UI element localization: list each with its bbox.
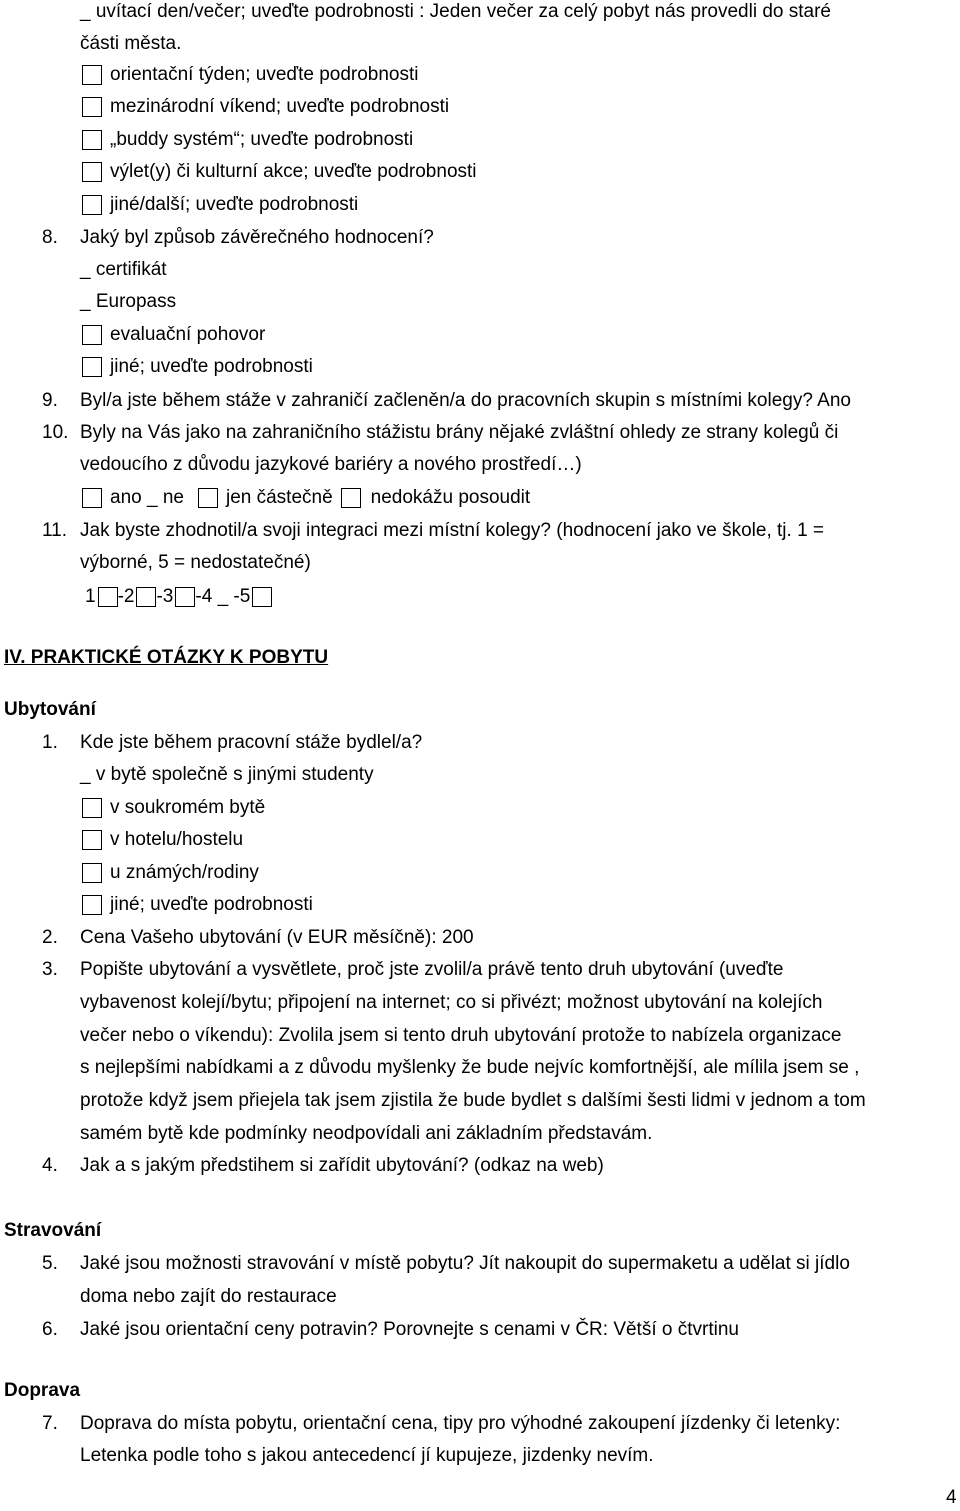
option-buddy-system[interactable] bbox=[82, 128, 413, 152]
question-text: Cena Vašeho ubytování (v EUR měsíčně): 200 bbox=[80, 927, 474, 948]
question-text: Jaký byl způsob závěrečného hodnocení? bbox=[80, 227, 434, 248]
checkbox[interactable] bbox=[82, 162, 102, 182]
heading-meals: Stravování bbox=[4, 1220, 102, 1241]
meals-5-line-2: doma nebo zajít do restaurace bbox=[80, 1286, 337, 1307]
section-title: IV. PRAKTICKÉ OTÁZKY K POBYTU bbox=[4, 647, 329, 668]
answer-partially-label: jen částečně bbox=[225, 487, 333, 508]
q8-option-certificate: _ certifikát bbox=[80, 259, 167, 280]
checkbox[interactable] bbox=[82, 195, 102, 215]
q8-option-europass: _ Europass bbox=[80, 291, 177, 312]
question-number: 5. bbox=[42, 1253, 58, 1274]
question-number: 1. bbox=[42, 732, 58, 753]
question-number: 2. bbox=[42, 927, 58, 948]
rating-checkbox-3[interactable] bbox=[175, 587, 195, 607]
question-number: 10. bbox=[42, 422, 69, 443]
question-9 bbox=[42, 389, 851, 413]
q8-option-evaluation-interview[interactable] bbox=[82, 323, 265, 347]
option-label: „buddy systém“; uveďte podrobnosti bbox=[110, 129, 414, 150]
heading-accommodation: Ubytování bbox=[4, 699, 96, 720]
question-text: Doprava do místa pobytu, orientační cena, tipy pro výhodné zakoupení jízdenky či letenky: bbox=[80, 1413, 841, 1434]
question-text: Jaké jsou možnosti stravování v místě pobytu? Jít nakoupit do supermaketu a udělat si jídlo bbox=[80, 1253, 850, 1274]
checkbox[interactable] bbox=[82, 325, 102, 345]
checkbox[interactable] bbox=[82, 895, 102, 915]
question-acc-2 bbox=[42, 926, 474, 950]
checkbox[interactable] bbox=[82, 357, 102, 377]
question-text: Jak byste zhodnotil/a svoji integraci mezi místní kolegy? (hodnocení jako ve škole, tj. 1 = bbox=[80, 520, 825, 541]
option-label: výlet(y) či kulturní akce; uveďte podrobnosti bbox=[110, 161, 477, 182]
page-number: 4 bbox=[946, 1487, 957, 1508]
option-label: jiné; uveďte podrobnosti bbox=[110, 894, 313, 915]
option-label: v soukromém bytě bbox=[110, 797, 266, 818]
rating-checkbox-5[interactable] bbox=[252, 587, 272, 607]
answer-cannot-judge-label: nedokážu posoudit bbox=[370, 487, 531, 508]
question-text: Kde jste během pracovní stáže bydlel/a? bbox=[80, 732, 423, 753]
checkbox[interactable] bbox=[82, 97, 102, 117]
rating-label-2: -2 bbox=[117, 586, 135, 607]
option-label: v hotelu/hostelu bbox=[110, 829, 244, 850]
question-11-continued: výborné, 5 = nedostatečné) bbox=[80, 552, 311, 573]
question-number: 4. bbox=[42, 1155, 58, 1176]
question-acc-4 bbox=[42, 1154, 604, 1178]
question-transport-7 bbox=[42, 1412, 840, 1436]
question-10 bbox=[42, 421, 838, 445]
question-meals-5 bbox=[42, 1252, 850, 1276]
acc-3-line-2: vybavenost kolejí/bytu; připojení na internet; co si přivézt; možnost ubytování na kolejích bbox=[80, 992, 823, 1013]
option-label: jiné; uveďte podrobnosti bbox=[110, 356, 313, 377]
checkbox[interactable] bbox=[82, 830, 102, 850]
transport-7-line-2: Letenka podle toho s jakou antecedencí jí kupujeze, jizdenky nevím. bbox=[80, 1445, 654, 1466]
rating-label-1: 1 bbox=[85, 586, 96, 607]
option-international-weekend[interactable] bbox=[82, 95, 449, 119]
heading-transport: Doprava bbox=[4, 1380, 81, 1401]
question-10-continued: vedoucího z důvodu jazykové bariéry a nového prostředí…) bbox=[80, 454, 582, 475]
question-number: 6. bbox=[42, 1319, 58, 1340]
checkbox[interactable] bbox=[82, 65, 102, 85]
question-acc-3 bbox=[42, 958, 783, 982]
question-8 bbox=[42, 226, 434, 250]
question-text: Byl/a jste během stáže v zahraničí začleněn/a do pracovních skupin s místními kolegy? Ano bbox=[80, 390, 851, 411]
acc-option-private-flat[interactable] bbox=[82, 796, 265, 820]
intro-line-1: _ uvítací den/večer; uveďte podrobnosti : Jeden večer za celý pobyt nás provedli do staré bbox=[80, 1, 832, 22]
intro-line-2: části města. bbox=[80, 33, 182, 54]
question-number: 3. bbox=[42, 959, 58, 980]
checkbox-partially[interactable] bbox=[198, 488, 218, 508]
acc-option-other[interactable] bbox=[82, 893, 313, 917]
question-11 bbox=[42, 519, 824, 543]
question-number: 9. bbox=[42, 390, 58, 411]
acc-3-line-4: s nejlepšími nabídkami a z důvodu myšlenky že bude nejvíc komfortnější, ale mílila jsem se , bbox=[80, 1057, 860, 1078]
question-number: 8. bbox=[42, 227, 58, 248]
rating-label-4-5: -4 _ -5 bbox=[195, 586, 251, 607]
checkbox[interactable] bbox=[82, 130, 102, 150]
question-text: Popište ubytování a vysvětlete, proč jste zvolil/a právě tento druh ubytování (uveďte bbox=[80, 959, 784, 980]
acc-option-hotel[interactable] bbox=[82, 828, 243, 852]
option-label: jiné/další; uveďte podrobnosti bbox=[110, 194, 359, 215]
question-acc-1 bbox=[42, 731, 422, 755]
option-label: evaluační pohovor bbox=[110, 324, 266, 345]
rating-checkbox-2[interactable] bbox=[136, 587, 156, 607]
checkbox-cannot-judge[interactable] bbox=[341, 488, 361, 508]
acc-option-shared-flat: _ v bytě společně s jinými studenty bbox=[80, 764, 374, 785]
checkbox[interactable] bbox=[82, 863, 102, 883]
rating-label-3: -3 bbox=[156, 586, 174, 607]
answer-yes-no-label: ano _ ne bbox=[110, 487, 184, 508]
option-label: mezinárodní víkend; uveďte podrobnosti bbox=[110, 96, 450, 117]
question-text: Byly na Vás jako na zahraničního stážistu brány nějaké zvláštní ohledy ze strany kolegů či bbox=[80, 422, 839, 443]
option-label: u známých/rodiny bbox=[110, 862, 259, 883]
rating-checkbox-1[interactable] bbox=[98, 587, 118, 607]
option-trips[interactable] bbox=[82, 160, 477, 184]
question-meals-6 bbox=[42, 1318, 739, 1342]
option-other[interactable] bbox=[82, 193, 358, 217]
q8-option-other[interactable] bbox=[82, 355, 313, 379]
question-text: Jaké jsou orientační ceny potravin? Porovnejte s cenami v ČR: Větší o čtvrtinu bbox=[80, 1319, 739, 1340]
option-label: orientační týden; uveďte podrobnosti bbox=[110, 64, 419, 85]
question-number: 7. bbox=[42, 1413, 58, 1434]
checkbox-yes[interactable] bbox=[82, 488, 102, 508]
checkbox[interactable] bbox=[82, 798, 102, 818]
acc-3-line-6: samém bytě kde podmínky neodpovídali ani základním představám. bbox=[80, 1123, 653, 1144]
question-text: Jak a s jakým předstihem si zařídit ubytování? (odkaz na web) bbox=[80, 1155, 604, 1176]
option-orientation-week[interactable] bbox=[82, 63, 419, 87]
question-number: 11. bbox=[42, 520, 68, 541]
acc-option-family[interactable] bbox=[82, 861, 259, 885]
acc-3-line-5: protože když jsem přiejela tak jsem zjistila že bude bydlet s dalšími šesti lidmi v jednom a tom bbox=[80, 1090, 866, 1111]
q11-rating-scale bbox=[85, 585, 272, 609]
q10-answers bbox=[82, 486, 530, 510]
acc-3-line-3: večer nebo o víkendu): Zvolila jsem si tento druh ubytování protože to nabízela organizace bbox=[80, 1025, 842, 1046]
